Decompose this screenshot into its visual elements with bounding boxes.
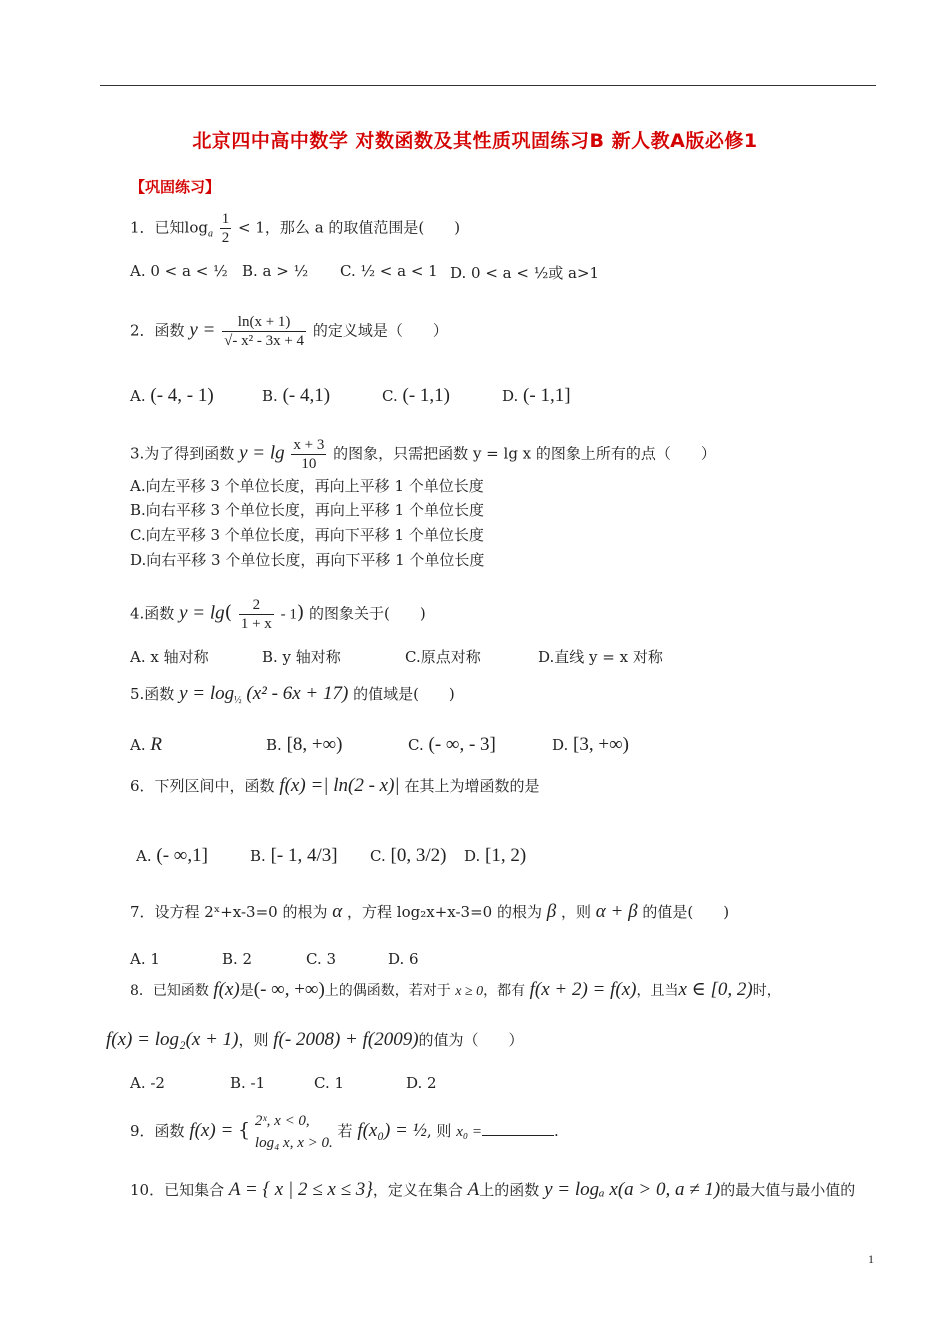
q1-fraction: $\frac{1}{2}$ [221,211,230,246]
q5-option-a: A. R [130,734,162,755]
question-2: 2．函数 y = $\frac{\ln(x + 1)}{\text{√- x² - 3x + 4}}$ 的定义域是（ ） [130,314,448,349]
question-1 [130,210,460,247]
q7-option-d: D. 6 [388,950,419,968]
q2-option-c: C. (- 1,1) [382,385,450,406]
question-4: 4.函数 y = lg( $\frac{2}{1 + x}$ - 1) 的图象关于( ) [130,597,426,632]
question-9: 9．函数 f(x) = { 2ˣ, x < 0, log₄ x, x > 0. 若 f(x₀) = ½, 则 x₀ = . [130,1110,559,1154]
page-number: 1 [868,1252,874,1266]
q3-fraction: $\frac{x + 3}{10}$ [293,437,325,472]
question-5: 5.函数 $y = \log_{\frac{1}{2}} (x^2 - 6x + 17)$ 的值域是( ) [130,683,455,706]
q9-piecewise: 2ˣ, x < 0, log₄ x, x > 0. [254,1113,333,1151]
q9-answer-blank[interactable] [482,1121,554,1136]
q6-option-c: C. [0, 3/2) [370,845,447,866]
q1-option-a: A. 0 < a < ½ [130,262,228,280]
section-heading: 【巩固练习】 [130,178,221,196]
question-6: 6．下列区间中，函数 f(x) =| ln(2 - x)| 在其上为增函数的是 [130,775,540,796]
q1-option-c: C. ½ < a < 1 [340,262,438,280]
q2-option-a: A. (- 4, - 1) [130,385,214,406]
q1-option-d: D. 0 < a < ½或 a>1 [450,264,600,282]
q4-option-d: D.直线 y = x 对称 [538,648,663,666]
q8-option-d: D. 2 [406,1074,437,1092]
q1-tail: < 1，那么 a 的取值范围是( ) [238,218,461,237]
q5-option-d: D. [3, +∞) [552,734,629,755]
q3-option-a: A.向左平移 3 个单位长度，再向上平移 1 个单位长度 [130,477,484,495]
q7-option-c: C. 3 [306,950,337,968]
q3-option-c: C.向左平移 3 个单位长度，再向下平移 1 个单位长度 [130,526,484,544]
q1-option-b: B. a > ½ [242,262,309,280]
q2-option-d: D. (- 1,1] [502,385,571,406]
q5-option-c: C. (- ∞, - 3] [408,734,496,755]
q6-option-d: D. [1, 2) [464,845,527,866]
document-title: 北京四中高中数学 对数函数及其性质巩固练习B 新人教A版必修1 [192,130,758,152]
q8-option-a: A. -2 [130,1074,165,1092]
q4-option-a: A. x 轴对称 [130,648,209,666]
q3-option-d: D.向右平移 3 个单位长度，再向下平移 1 个单位长度 [130,551,485,569]
q8-option-b: B. -1 [230,1074,266,1092]
question-7: 7．设方程 2ˣ+x-3=0 的根为 α ，方程 log₂x+x-3=0 的根为 β ，则 α + β 的值是( ) [130,901,730,922]
q7-option-b: B. 2 [222,950,253,968]
q6-option-a: A. (- ∞,1] [136,845,208,866]
q4-option-b: B. y 轴对称 [262,648,341,666]
q4-option-c: C.原点对称 [405,648,481,666]
q2-option-b: B. (- 4,1) [262,385,331,406]
q1-log-base: a [207,228,213,240]
q7-option-a: A. 1 [130,950,160,968]
question-10: 10．已知集合 A = { x | 2 ≤ x ≤ 3}，定义在集合 A上的函数 y = logₐ x(a > 0, a ≠ 1)的最大值与最小值的 [130,1179,856,1200]
q1-stem: 1．已知log [130,218,208,237]
q3-option-b: B.向右平移 3 个单位长度，再向上平移 1 个单位长度 [130,501,484,519]
q8-option-c: C. 1 [314,1074,345,1092]
q8-line-2: f(x) = log₂(x + 1)，则 f(- 2008) + f(2009)的值为（ ） [106,1029,524,1050]
question-8: 8．已知函数 f(x)是(- ∞, +∞)上的偶函数，若对于 x ≥ 0，都有 f(x + 2) = f(x)，且当x ∈ [0, 2)时， [130,979,781,1000]
q6-option-b: B. [- 1, 4/3] [250,845,338,866]
q2-fraction: $\frac{\ln(x + 1)}{\text{√- x² - 3x + 4}}$ [224,314,305,349]
question-3: 3.为了得到函数 y = lg $\frac{x + 3}{10}$ 的图象，只需把函数 y = lg x 的图象上所有的点（ ） [130,437,716,472]
q5-option-b: B. [8, +∞) [266,734,343,755]
header-rule [100,85,876,86]
q4-fraction: $\frac{2}{1 + x}$ [240,597,272,632]
